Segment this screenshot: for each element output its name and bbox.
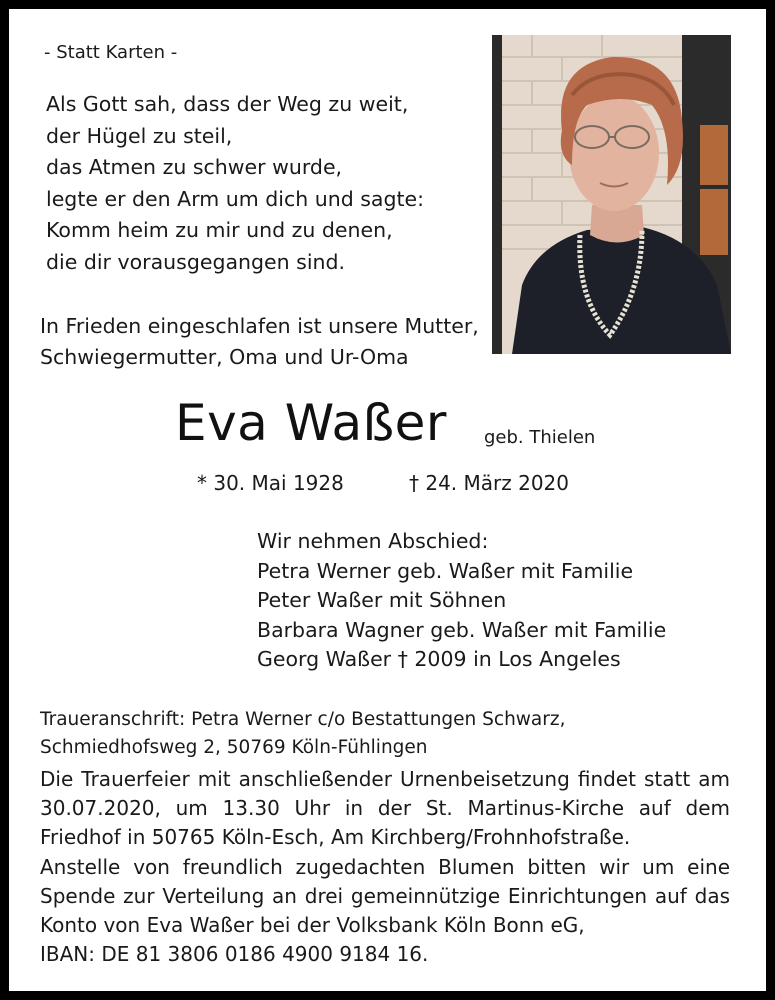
ceremony-line: Spende zur Verteilung an drei gemeinnützige Einrichtungen auf das [40, 883, 730, 908]
ceremony-line: 30.07.2020, um 13.30 Uhr in der St. Martinus-Kirche auf dem [40, 796, 730, 821]
mourners-list [257, 527, 666, 675]
address-line: Schmiedhofsweg 2, 50769 Köln-Fühlingen [40, 737, 428, 758]
mourners-heading: Wir nehmen Abschied: [257, 529, 489, 553]
intro-text [40, 311, 479, 373]
obituary-card [9, 9, 766, 991]
mourner-line: Petra Werner geb. Waßer mit Familie [257, 558, 634, 583]
poem-line: Als Gott sah, dass der Weg zu weit, [46, 92, 409, 116]
ceremony-line: Die Trauerfeier mit anschließender Urnenbeisetzung findet statt am [40, 767, 730, 791]
mourning-address [40, 706, 565, 762]
poem [46, 89, 424, 278]
ceremony-details [40, 765, 730, 969]
poem-line: die dir vorausgegangen sind. [46, 249, 346, 274]
ceremony-line: Konto von Eva Waßer bei der Volksbank Köln Bonn eG, [40, 913, 585, 938]
deceased-name: Eva Waßer [175, 394, 447, 452]
intro-line: In Frieden eingeschlafen ist unsere Mutter, [40, 314, 479, 338]
poem-line: Komm heim zu mir und zu denen, [46, 218, 393, 242]
death-date: † 24. März 2020 [409, 471, 570, 495]
maiden-name: geb. Thielen [484, 427, 596, 448]
portrait-photo [492, 35, 731, 354]
statt-karten-line: - Statt Karten - [44, 42, 178, 63]
poem-line: das Atmen zu schwer wurde, [46, 155, 343, 179]
portrait-illustration [492, 35, 731, 354]
mourner-line: Barbara Wagner geb. Waßer mit Familie [257, 617, 667, 642]
ceremony-line: IBAN: DE 81 3806 0186 4900 9184 16. [40, 942, 429, 967]
poem-line: der Hügel zu steil, [46, 123, 233, 148]
poem-line: legte er den Arm um dich und sagte: [46, 186, 425, 211]
ceremony-line: Anstelle von freundlich zugedachten Blumen bitten wir um eine [40, 854, 730, 879]
ceremony-line: Friedhof in 50765 Köln-Esch, Am Kirchberg/Frohnhofstraße. [40, 825, 631, 850]
intro-line: Schwiegermutter, Oma und Ur-Oma [40, 345, 409, 369]
address-line: Traueranschrift: Petra Werner c/o Bestattungen Schwarz, [40, 709, 566, 730]
mourner-line: Georg Waßer † 2009 in Los Angeles [257, 647, 621, 671]
birth-date: * 30. Mai 1928 [197, 471, 344, 495]
mourner-line: Peter Waßer mit Söhnen [257, 588, 507, 612]
